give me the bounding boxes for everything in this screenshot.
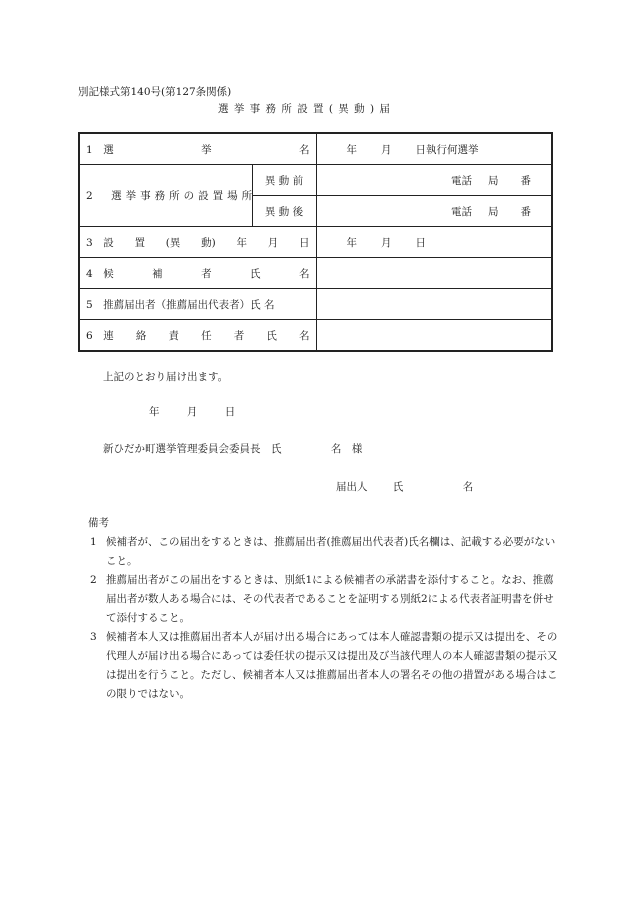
notes-heading: 備考 [88, 517, 109, 529]
notes-section [78, 514, 558, 704]
value-election-name[interactable]: 年 月 日執行何選挙 [316, 133, 552, 165]
submission-statement: 上記のとおり届け出ます。 [103, 371, 229, 383]
addressee-honorific: 名 様 [330, 443, 363, 455]
addressee-title: 新ひだか町選挙管理委員会委員長 氏 [103, 443, 282, 455]
row-office-location-before [79, 165, 552, 196]
submitter-mei: 名 [462, 481, 474, 493]
row-candidate-name [79, 258, 552, 289]
form-number: 別記様式第140号(第127条関係) [78, 86, 232, 98]
submitter [336, 479, 473, 494]
note-item: 2 推薦届出者がこの届出をするときは、別紙1による候補者の承諾書を添付すること。なお、推薦届出者が数人ある場合には、その代表者であることを証明する別紙2による代表者証明書を併せて添付すること。 [90, 574, 554, 624]
row-contact-person [79, 320, 552, 352]
value-after-change[interactable]: 電話 局 番 [316, 196, 552, 227]
row-election-name [79, 133, 552, 165]
form-title: 選 挙 事 務 所 設 置 ( 異 動 ) 届 [218, 103, 391, 115]
note-item: 3 候補者本人又は推薦届出者本人が届け出る場合にあっては本人確認書類の提示又は提出を、その代理人が届け出る場合にあっては委任状の提示又は提出及び当該代理人の本人確認書類の提示又は提出を行うこと。ただし、候補者本人又は推薦届出者本人の署名その他の措置がある場合はこの限りではない。 [90, 631, 558, 700]
label-office-location: 2 選挙事務所の設置場所 [79, 165, 252, 227]
addressee [103, 441, 362, 456]
date-day: 日 [224, 406, 236, 418]
row-setup-date [79, 227, 552, 258]
label-setup-date: 3 設 置 (異 動) 年 月 日 [79, 227, 316, 258]
submission-date [149, 404, 235, 419]
date-year: 年 [149, 406, 160, 418]
submitter-shi: 氏 [392, 481, 404, 493]
value-recommender-name[interactable] [316, 289, 552, 320]
value-contact-person[interactable] [316, 320, 552, 352]
submitter-label: 届出人 [336, 481, 368, 493]
row-recommender-name [79, 289, 552, 320]
note-item: 1 候補者が、この届出をするときは、推薦届出者(推薦届出代表者)氏名欄は、記載する必要がないこと。 [90, 536, 556, 567]
date-month: 月 [186, 406, 198, 418]
label-election-name: 1 選 挙 名 [79, 133, 316, 165]
value-setup-date[interactable]: 年 月 日 [316, 227, 552, 258]
label-after-change: 異 動 後 [252, 196, 316, 227]
label-candidate-name: 4 候 補 者 氏 名 [79, 258, 316, 289]
notification-form-table [78, 132, 553, 352]
value-before-change[interactable]: 電話 局 番 [316, 165, 552, 196]
label-before-change: 異 動 前 [252, 165, 316, 196]
value-candidate-name[interactable] [316, 258, 552, 289]
label-contact-person: 6 連 絡 責 任 者 氏 名 [79, 320, 316, 352]
label-recommender-name: 5 推薦届出者（推薦届出代表者）氏 名 [79, 289, 316, 320]
